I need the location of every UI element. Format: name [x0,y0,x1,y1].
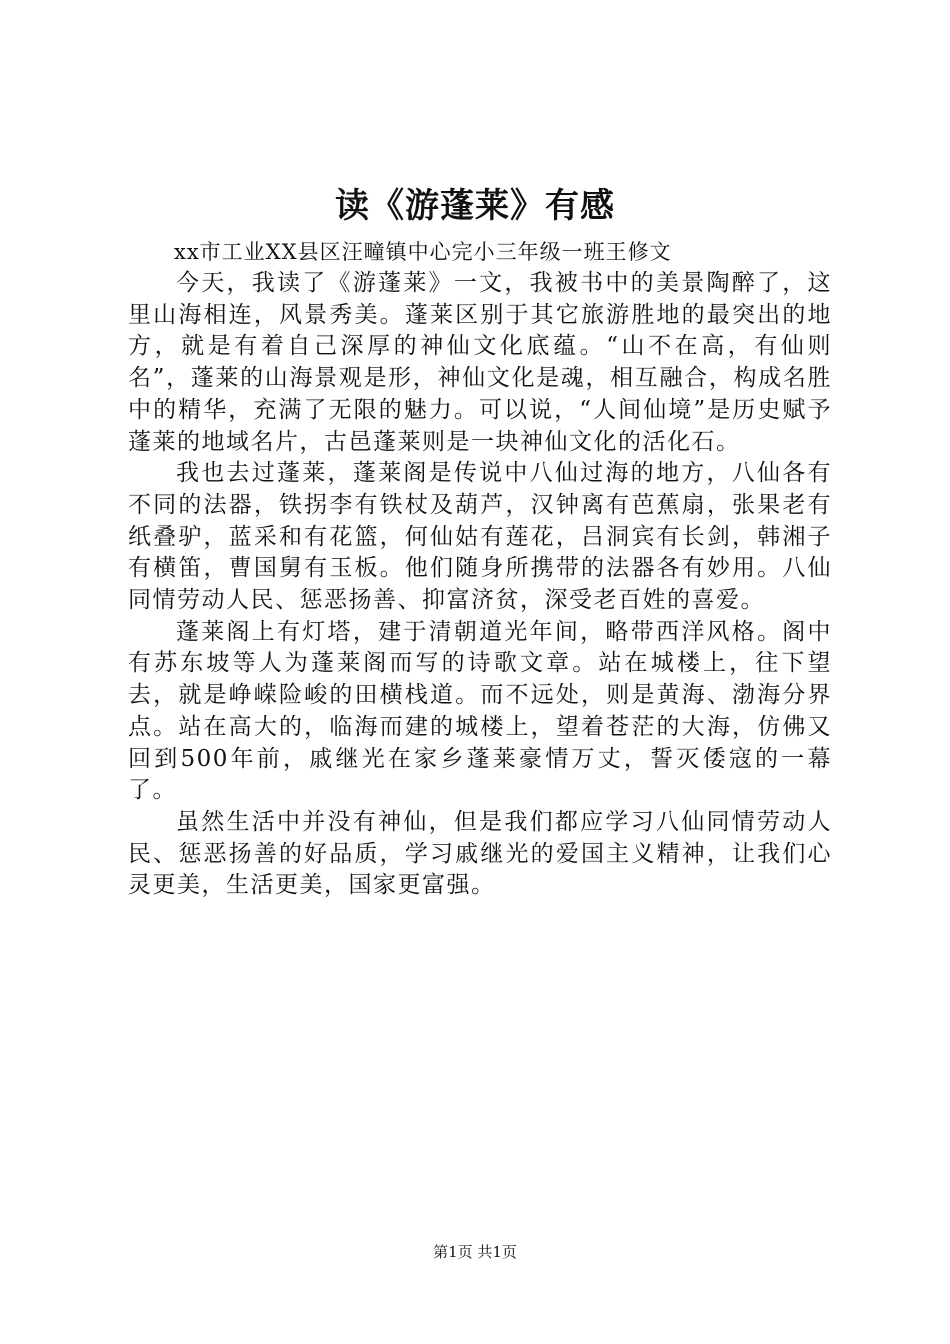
paragraph-3: 蓬莱阁上有灯塔，建于清朝道光年间，略带西洋风格。阁中有苏东坡等人为蓬莱阁而写的诗歌文章。站在城楼上，往下望去，就是峥嵘险峻的田横栈道。而不远处，则是黄海、渤海分界点。站在高大的，临海而建的城楼上，望着苍茫的大海，仿佛又回到500年前，戚继光在家乡蓬莱豪情万丈，誓灭倭寇的一幕了。 [128,618,832,804]
paragraph-2: 我也去过蓬莱，蓬莱阁是传说中八仙过海的地方，八仙各有不同的法器，铁拐李有铁杖及葫芦，汉钟离有芭蕉扇，张果老有纸叠驴，蓝采和有花篮，何仙姑有莲花，吕洞宾有长剑，韩湘子有横笛，曹国舅有玉板。他们随身所携带的法器各有妙用。八仙同情劳动人民、惩恶扬善、抑富济贫，深受老百姓的喜爱。 [128,460,832,614]
paragraph-1: 今天，我读了《游蓬莱》一文，我被书中的美景陶醉了，这里山海相连，风景秀美。蓬莱区别于其它旅游胜地的最突出的地方，就是有着自己深厚的神仙文化底蕴。“山不在高，有仙则名”，蓬莱的山海景观是形，神仙文化是魂，相互融合，构成名胜中的精华，充满了无限的魅力。可以说，“人间仙境”是历史赋予蓬莱的地域名片，古邑蓬莱则是一块神仙文化的活化石。 [128,270,832,455]
author-line: xx市工业XX县区汪疃镇中心完小三年级一班王修文 [174,240,672,264]
paragraph-4: 虽然生活中并没有神仙，但是我们都应学习八仙同情劳动人民、惩恶扬善的好品质，学习戚继光的爱国主义精神，让我们心灵更美，生活更美，国家更富强。 [128,808,832,899]
document-title: 读《游蓬莱》有感 [335,186,615,226]
page-footer: 第1页 共1页 [433,1243,517,1261]
document-body [128,236,832,902]
